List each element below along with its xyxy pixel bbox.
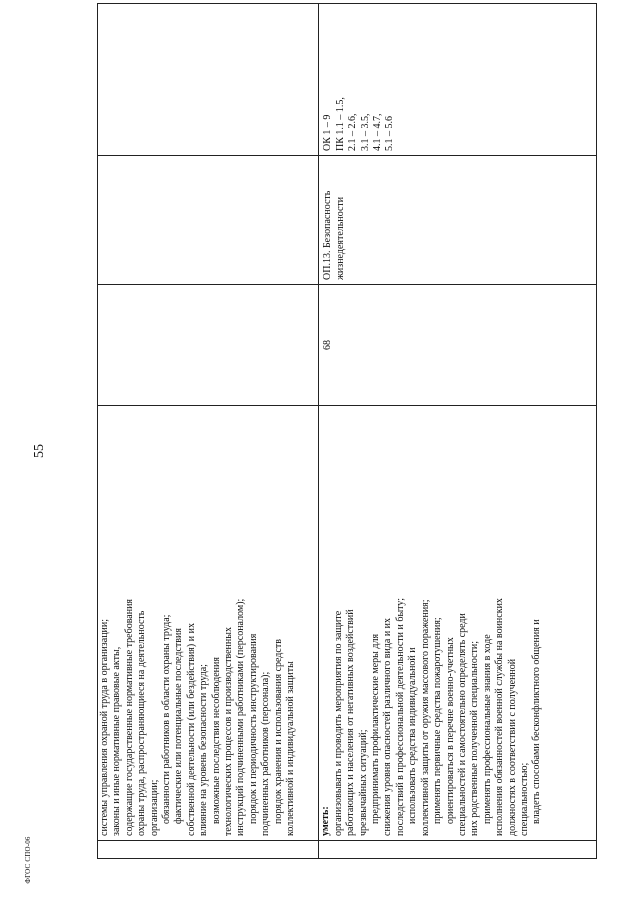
competency-line: 2.1 – 2.6, (347, 113, 359, 151)
text-line: инструкций подчиненными работниками (персоналом); (235, 598, 247, 836)
text-line: них родственные полученной специальности; (469, 640, 481, 836)
text-line: собственной деятельности (или бездействия) и их (185, 623, 197, 836)
page-number: 55 (32, 444, 47, 458)
text-line: предпринимать профилактические меры для (370, 633, 382, 824)
requirements-cell-skills (319, 406, 597, 841)
text-line: ориентироваться в перечне военно-учетных (444, 637, 456, 824)
table-cell-empty (319, 841, 597, 859)
hours-cell: 68 (319, 285, 597, 406)
discipline-cell-empty (98, 156, 319, 285)
text-line: коллективной и индивидуальной защиты (285, 661, 297, 836)
text-line: специальностью; (518, 762, 530, 836)
competency-cell (319, 4, 597, 156)
text-line: технологических процессов и производственных (223, 627, 235, 836)
text-line: должностях в соответствии с полученной (506, 658, 518, 836)
text-line: специальностей и самостоятельно определять среди (456, 613, 468, 836)
competency-cell-empty (98, 4, 319, 156)
text-line: порядок хранения и использования средств (272, 639, 284, 824)
text-line: законы и иные нормативные правовые акты, (111, 646, 123, 836)
text-line: содержащие государственные нормативные требования (123, 598, 135, 836)
standard-table (97, 44, 597, 859)
text-line: использовать средства индивидуальной и (407, 647, 419, 824)
text-line: подчиненных работников (персонала); (260, 671, 272, 836)
text-line: работающих и населения от негативных воздействий (345, 609, 357, 836)
document-footer: ФГОС СПО-06 (24, 836, 32, 884)
skills-heading: уметь: (320, 806, 332, 836)
discipline-cell: ОП.13. Безопасность жизнедеятельности (319, 156, 597, 285)
text-line: применять профессиональные знания в ходе (481, 634, 493, 824)
text-line: охраны труда, распространяющиеся на деятельность (136, 610, 148, 836)
text-line: чрезвычайных ситуаций; (357, 729, 369, 836)
text-line: снижения уровня опасностей различного вида и их (382, 617, 394, 836)
competency-line: 4.1 – 4.7, (372, 113, 384, 151)
requirements-cell-knowledge (98, 406, 319, 841)
text-line: организации; (148, 779, 160, 836)
text-line: фактические или потенциальные последствия (173, 628, 185, 824)
text-line: организовывать и проводить мероприятия по защите (332, 610, 344, 836)
text-line: владеть способами бесконфликтного общения и (531, 619, 543, 824)
competency-line: 5.1 – 5.6 (384, 116, 396, 151)
text-line: системы управления охраной труда в организации; (99, 618, 110, 836)
text-line: последствий в профессиональной деятельности и быту; (394, 597, 406, 836)
text-line: применять первичные средства пожаротушения; (432, 617, 444, 824)
competency-line: 3.1 – 3.5, (359, 113, 371, 151)
text-line: обязанности работников в области охраны труда; (161, 614, 173, 824)
text-line: исполнения обязанностей военной службы на воинских (494, 598, 506, 836)
competency-line: ПК 1.1 – 1.5, (334, 97, 346, 151)
table-cell-empty (98, 841, 319, 859)
text-line: влияние на уровень безопасности труда; (198, 664, 210, 836)
text-line: порядок и периодичность инструктирования (247, 633, 259, 824)
text-line: коллективной защиты от оружия массового поражения; (419, 599, 431, 836)
competency-line: ОК 1 – 9 (322, 114, 334, 151)
text-line: возможные последствия несоблюдения (210, 657, 222, 824)
hours-cell-empty (98, 285, 319, 406)
